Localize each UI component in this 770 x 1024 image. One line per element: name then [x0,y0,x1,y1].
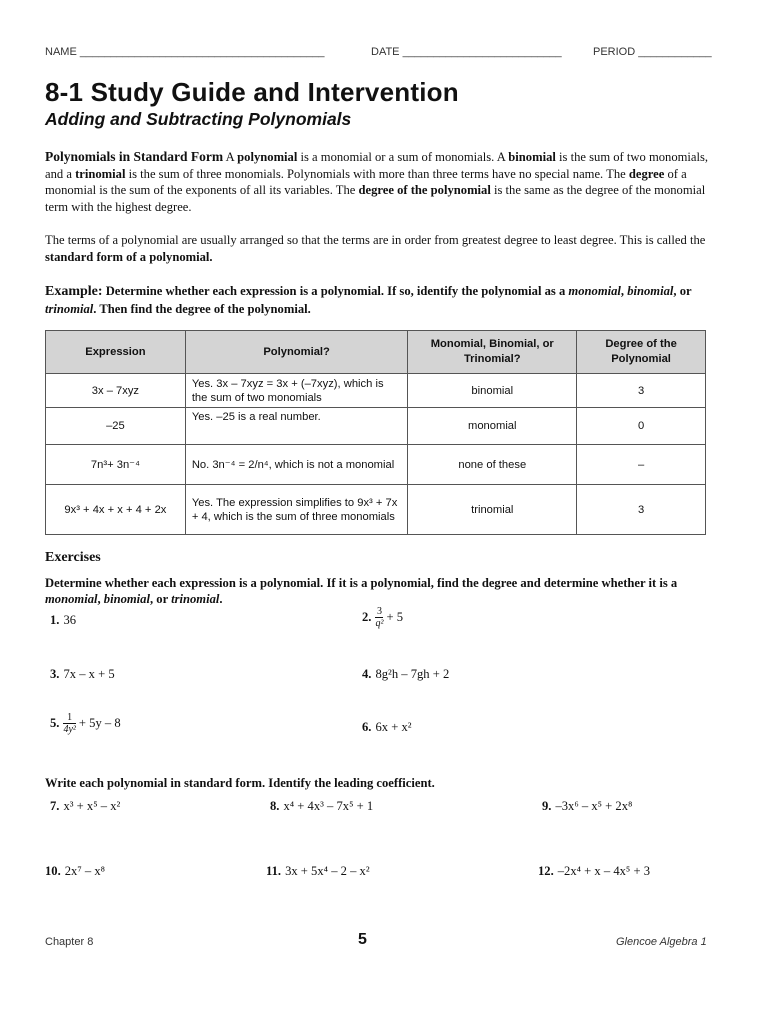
table-header: Monomial, Binomial, or Trinomial? [408,331,577,374]
exercise-expression: –3x⁶ – x⁵ + 2x⁸ [555,799,633,813]
def-text-3: is the sum of two monomials, and a [45,150,709,181]
expression-cell: –25 [46,408,186,445]
exercise-item [50,799,120,814]
exercise-number: 1. [50,613,60,627]
expression-cell: 3x – 7xyz [46,374,186,408]
exercise-item [266,864,370,879]
footer-book: Glencoe Algebra 1 [616,936,707,948]
exercise-fraction [375,606,383,629]
example-label: Example: [45,284,103,299]
type-cell: none of these [408,445,577,485]
term-binomial: binomial [508,150,556,164]
table-row [46,485,706,535]
exercise-expression: + 5 [386,610,404,624]
degree-cell: 3 [577,485,706,535]
exercise-item [362,667,449,682]
type-cell: monomial [408,408,577,445]
exercise-expression: x³ + x⁵ – x² [63,799,121,813]
table-row [46,408,706,445]
fraction-denominator: 4y² [63,724,76,735]
term-degree: degree [628,166,665,181]
exercise-expression: 7x – x + 5 [63,667,115,681]
exercise-number: 12. [538,864,554,878]
instr1-text-3: , or [149,592,172,606]
type-cell: trinomial [408,485,577,535]
example-paragraph [45,283,725,317]
definition-heading: Polynomials in Standard Form [45,149,224,164]
polynomial-cell: No. 3n⁻⁴ = 2/n⁴, which is not a monomial [185,445,408,485]
polynomial-cell: Yes. The expression simplifies to 9x³ + 7x + 4, which is the sum of three monomials [185,485,408,535]
exercise-number: 9. [542,799,552,813]
name-label: NAME [45,46,77,58]
def-text-1: A [223,150,238,164]
exercise-item [538,864,650,879]
def-text-4: is the sum of three monomials. Polynomials with more than three terms have no special name. The [125,166,629,181]
exercise-item [542,799,632,814]
exercises-title: Exercises [45,550,101,565]
table-header: Expression [46,331,186,374]
definition-paragraph [45,149,725,215]
instr1-text-2: , [97,592,104,606]
def-text-2: is a monomial or a sum of monomials. A [297,150,509,164]
instr1-text-4: . [219,592,223,606]
exercise-item [45,864,105,879]
example-monomial: monomial [568,284,621,298]
footer-chapter: Chapter 8 [45,936,94,948]
degree-cell: – [577,445,706,485]
instr1-monomial: monomial [45,592,98,606]
page-title: 8-1 Study Guide and Intervention [45,77,459,107]
date-line[interactable]: __________________________ [402,46,562,58]
table-header: Degree of the Polynomial [577,331,706,374]
polynomial-cell: Yes. –25 is a real number. [185,408,408,445]
exercise-expression: –2x⁴ + x – 4x⁵ + 3 [557,864,651,878]
def-text-5: of a monomial is the sum of the exponents of all its variables. The [45,166,687,198]
instr1-trinomial: trinomial [171,592,220,606]
degree-cell: 3 [577,374,706,408]
period-field [593,46,712,58]
example-binomial: binomial [627,284,674,298]
example-text-2: , [620,284,628,298]
expression-cell: 7n³+ 3n⁻⁴ [46,445,186,485]
exercise-item [50,712,121,735]
exercise-number: 5. [50,716,60,730]
period-label: PERIOD [593,46,636,58]
standard-form-text: The terms of a polynomial are usually arranged so that the terms are in order from greatest degree to least degree. This is called the [45,233,706,247]
example-text-3: , or [673,284,692,298]
period-line[interactable]: ____________ [638,46,712,58]
term-polynomial: polynomial [237,150,298,164]
exercise-number: 8. [270,799,280,813]
exercise-number: 6. [362,720,372,734]
type-cell: binomial [408,374,577,408]
term-degree-of-polynomial: degree of the polynomial [358,183,491,198]
exercises-instructions-2: Write each polynomial in standard form. Identify the leading coefficient. [45,776,435,790]
exercise-expression: 36 [63,613,77,627]
exercise-number: 10. [45,864,61,878]
exercise-number: 3. [50,667,60,681]
exercise-expression: 8g²h – 7gh + 2 [375,667,450,681]
page-number: 5 [358,931,367,948]
term-trinomial: trinomial [75,166,126,181]
fraction-numerator: 1 [63,712,75,724]
instr1-binomial: binomial [103,592,150,606]
term-standard-form: standard form of a polynomial. [45,249,213,264]
example-table [45,330,706,535]
exercise-item [362,720,412,735]
name-line[interactable]: ________________________________________ [79,46,325,58]
exercise-number: 4. [362,667,372,681]
exercise-expression: 6x + x² [375,720,412,734]
exercise-item [270,799,373,814]
exercise-number: 7. [50,799,60,813]
example-text-4: . Then find the degree of the polynomial. [93,301,311,316]
example-text-1: Determine whether each expression is a polynomial. If so, identify the polynomial as a [102,284,569,298]
def-text-6: is the same as the degree of the monomial term with the highest degree. [45,183,706,214]
exercise-expression: + 5y – 8 [78,716,121,730]
exercises-instructions-1 [45,575,735,607]
expression-cell: 9x³ + 4x + x + 4 + 2x [46,485,186,535]
date-label: DATE [371,46,400,58]
exercise-expression: 2x⁷ – x⁸ [64,864,106,878]
exercise-expression: x⁴ + 4x³ – 7x⁵ + 1 [283,799,374,813]
exercise-item [50,667,115,682]
exercise-fraction [63,712,75,735]
example-trinomial: trinomial [45,301,94,316]
table-header-row [46,331,706,374]
page-subtitle: Adding and Subtracting Polynomials [45,109,352,129]
instr1-text-1: Determine whether each expression is a polynomial. If it is a polynomial, find the degree and determine whether it is a [45,576,678,590]
standard-form-paragraph [45,232,725,265]
exercise-number: 11. [266,864,282,878]
fraction-denominator: q² [375,618,384,629]
exercise-item [50,613,76,628]
table-row [46,374,706,408]
table-row [46,445,706,485]
exercise-item [362,606,403,629]
date-field [371,46,562,58]
polynomial-cell: Yes. 3x – 7xyz = 3x + (–7xyz), which is the sum of two monomials [185,374,408,408]
degree-cell: 0 [577,408,706,445]
table-header: Polynomial? [185,331,408,374]
name-field [45,46,325,58]
fraction-numerator: 3 [376,606,382,617]
exercise-number: 2. [362,610,372,624]
exercise-expression: 3x + 5x⁴ – 2 – x² [285,864,370,878]
